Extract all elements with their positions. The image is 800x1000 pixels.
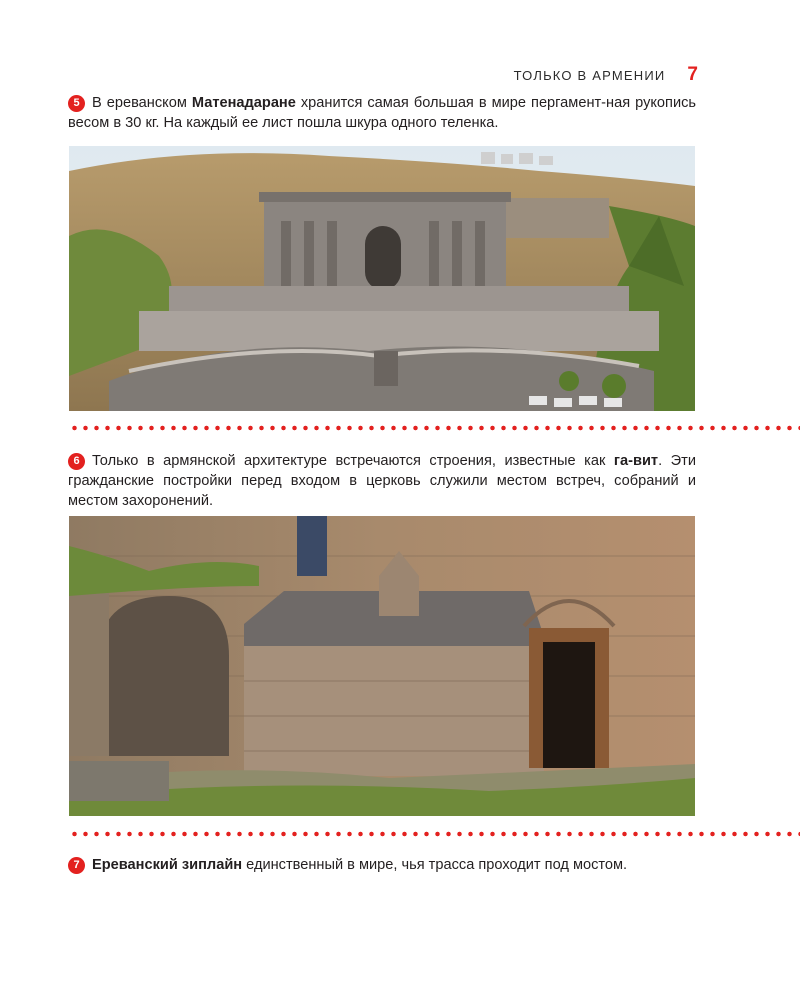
dotted-divider <box>69 831 800 837</box>
fact-bold-term: Ереванский зиплайн <box>92 857 243 873</box>
fact-bold-term: Матенадаране <box>191 95 296 111</box>
running-header <box>514 64 698 86</box>
fact-number-badge: 6 <box>68 453 85 470</box>
fact-text: . Эти гражданские постройки перед входом в церковь служили местом встреч, собраний и местом захоронений. <box>68 453 696 509</box>
fact-text: В ереванском <box>92 95 192 111</box>
fact-number-badge: 5 <box>68 95 85 112</box>
header-title: ТОЛЬКО В АРМЕНИИ <box>513 68 666 83</box>
page-number: 7 <box>687 64 698 85</box>
fact-5-paragraph <box>68 93 696 133</box>
fact-text: Только в армянской архитектуре встречаются строения, известные как <box>92 453 614 469</box>
fact-text: хранится самая большая в мире пергамент-ная рукопись весом в 30 кг. На каждый ее лист пошла шкура одного теленка. <box>68 95 697 131</box>
fact-text: единственный в мире, чья трасса проходит под мостом. <box>242 857 628 873</box>
matenadaran-photo <box>69 146 695 411</box>
fact-bold-term: га-вит <box>613 453 659 469</box>
fact-7-paragraph <box>68 855 696 875</box>
dotted-divider <box>69 425 800 431</box>
gavit-photo <box>69 516 695 816</box>
fact-number-badge: 7 <box>68 857 85 874</box>
fact-6-paragraph <box>68 451 696 511</box>
